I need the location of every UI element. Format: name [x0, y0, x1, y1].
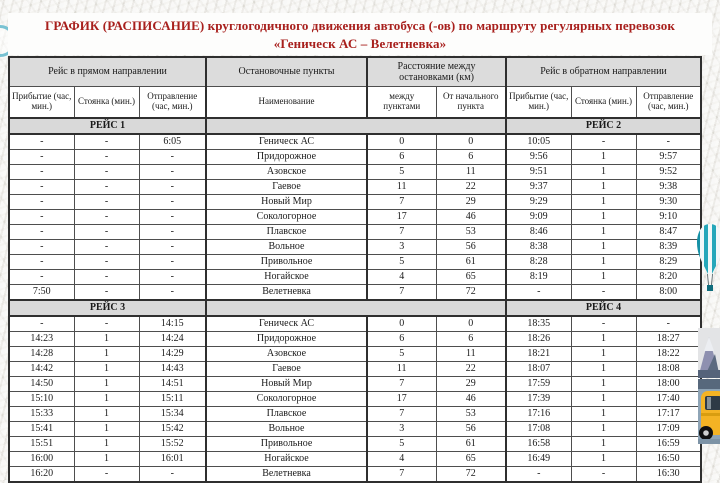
cell-stopover-fwd: 1 — [74, 347, 139, 362]
cell-departure-fwd: 15:42 — [139, 422, 206, 437]
cell-stopover-bwd: 1 — [571, 332, 636, 347]
cell-stopover-bwd: 1 — [571, 180, 636, 195]
cell-arrival-fwd: - — [9, 195, 74, 210]
header-stopover-fwd: Стоянка (мин.) — [74, 87, 139, 119]
cell-departure-fwd: 15:34 — [139, 407, 206, 422]
cell-station: Придорожное — [206, 150, 367, 165]
cell-arrival-fwd: 14:50 — [9, 377, 74, 392]
cell-departure-fwd: - — [139, 285, 206, 301]
cell-station: Сокологорное — [206, 392, 367, 407]
cell-dist-from-start: 61 — [436, 437, 506, 452]
cell-arrival-bwd: 17:39 — [506, 392, 571, 407]
table-row — [9, 332, 701, 347]
cell-departure-fwd: - — [139, 210, 206, 225]
table-row — [9, 134, 701, 150]
cell-departure-bwd: 17:09 — [636, 422, 701, 437]
header-group-row — [9, 57, 701, 87]
cell-dist-between: 7 — [367, 225, 436, 240]
schedule-header — [9, 57, 701, 118]
cell-dist-from-start: 0 — [436, 316, 506, 332]
header-distance-group: Расстояние между остановками (км) — [367, 57, 506, 87]
header-sub-row — [9, 87, 701, 119]
cell-station: Азовское — [206, 165, 367, 180]
cell-station: Гаевое — [206, 362, 367, 377]
cell-dist-from-start: 65 — [436, 270, 506, 285]
cell-arrival-bwd: 10:05 — [506, 134, 571, 150]
table-row — [9, 392, 701, 407]
table-row — [9, 225, 701, 240]
cell-stopover-bwd: 1 — [571, 255, 636, 270]
cell-departure-fwd: - — [139, 180, 206, 195]
cell-arrival-bwd: 8:46 — [506, 225, 571, 240]
cell-stopover-fwd: - — [74, 150, 139, 165]
table-row — [9, 285, 701, 301]
table-row — [9, 316, 701, 332]
cell-dist-between: 17 — [367, 210, 436, 225]
cell-dist-from-start: 46 — [436, 210, 506, 225]
cell-departure-fwd: - — [139, 195, 206, 210]
cell-station: Сокологорное — [206, 210, 367, 225]
cell-departure-bwd: 16:59 — [636, 437, 701, 452]
cell-stopover-bwd: - — [571, 285, 636, 301]
cell-station: Велетневка — [206, 285, 367, 301]
table-row — [9, 437, 701, 452]
cell-stopover-bwd: 1 — [571, 392, 636, 407]
cell-stopover-fwd: - — [74, 134, 139, 150]
cell-stopover-bwd: 1 — [571, 240, 636, 255]
cell-departure-bwd: 18:27 — [636, 332, 701, 347]
cell-arrival-fwd: 14:28 — [9, 347, 74, 362]
cell-departure-fwd: 14:15 — [139, 316, 206, 332]
cell-arrival-bwd: 18:21 — [506, 347, 571, 362]
cell-dist-from-start: 65 — [436, 452, 506, 467]
cell-station: Привольное — [206, 255, 367, 270]
cell-departure-bwd: 8:29 — [636, 255, 701, 270]
table-row — [9, 362, 701, 377]
cell-dist-between: 7 — [367, 195, 436, 210]
cell-station: Плавское — [206, 407, 367, 422]
band-spacer — [206, 300, 506, 316]
table-row — [9, 347, 701, 362]
cell-station: Придорожное — [206, 332, 367, 347]
cell-arrival-bwd: 8:28 — [506, 255, 571, 270]
cell-departure-bwd: 17:40 — [636, 392, 701, 407]
cell-departure-bwd: 18:08 — [636, 362, 701, 377]
header-arrival-fwd: Прибытие (час, мин.) — [9, 87, 74, 119]
cell-arrival-bwd: 9:56 — [506, 150, 571, 165]
trip-band-row — [9, 300, 701, 316]
cell-dist-from-start: 0 — [436, 134, 506, 150]
header-arrival-bwd: Прибытие (час, мин.) — [506, 87, 571, 119]
table-row — [9, 422, 701, 437]
cell-arrival-bwd: 18:26 — [506, 332, 571, 347]
cell-dist-between: 7 — [367, 377, 436, 392]
cell-dist-between: 17 — [367, 392, 436, 407]
header-dist-between: между пунктами — [367, 87, 436, 119]
cell-arrival-fwd: 14:23 — [9, 332, 74, 347]
header-forward-direction: Рейс в прямом направлении — [9, 57, 206, 87]
cell-stopover-fwd: 1 — [74, 452, 139, 467]
cell-dist-from-start: 11 — [436, 165, 506, 180]
cell-dist-between: 7 — [367, 407, 436, 422]
cell-departure-bwd: 17:17 — [636, 407, 701, 422]
trip-label-forward: РЕЙС 1 — [9, 118, 206, 134]
cell-dist-between: 5 — [367, 255, 436, 270]
cell-departure-fwd: 6:05 — [139, 134, 206, 150]
header-stop-points: Остановочные пункты — [206, 57, 367, 87]
cell-dist-between: 0 — [367, 316, 436, 332]
cell-stopover-bwd: 1 — [571, 362, 636, 377]
cell-stopover-bwd: - — [571, 316, 636, 332]
cell-arrival-bwd: - — [506, 467, 571, 483]
cell-departure-bwd: 9:38 — [636, 180, 701, 195]
cell-dist-between: 4 — [367, 270, 436, 285]
band-spacer — [206, 118, 506, 134]
table-row — [9, 195, 701, 210]
cell-arrival-fwd: 15:51 — [9, 437, 74, 452]
cell-stopover-bwd: 1 — [571, 377, 636, 392]
cell-dist-between: 3 — [367, 240, 436, 255]
header-stopover-bwd: Стоянка (мин.) — [571, 87, 636, 119]
cell-arrival-fwd: 7:50 — [9, 285, 74, 301]
cell-departure-fwd: - — [139, 255, 206, 270]
cell-dist-between: 3 — [367, 422, 436, 437]
cell-stopover-fwd: 1 — [74, 437, 139, 452]
cell-dist-between: 5 — [367, 437, 436, 452]
cell-stopover-bwd: 1 — [571, 270, 636, 285]
cell-stopover-bwd: 1 — [571, 225, 636, 240]
cell-stopover-fwd: - — [74, 225, 139, 240]
header-departure-fwd: Отправление (час, мин.) — [139, 87, 206, 119]
cell-dist-between: 5 — [367, 347, 436, 362]
table-row — [9, 165, 701, 180]
cell-station: Геническ АС — [206, 134, 367, 150]
cell-departure-bwd: 18:22 — [636, 347, 701, 362]
table-row — [9, 407, 701, 422]
schedule-table — [8, 56, 702, 483]
table-row — [9, 240, 701, 255]
cell-dist-from-start: 22 — [436, 180, 506, 195]
cell-arrival-bwd: 9:51 — [506, 165, 571, 180]
bus-icon — [698, 379, 720, 444]
cell-departure-bwd: 8:00 — [636, 285, 701, 301]
cell-dist-from-start: 72 — [436, 285, 506, 301]
cell-stopover-fwd: - — [74, 195, 139, 210]
cell-stopover-fwd: - — [74, 467, 139, 483]
cell-dist-from-start: 72 — [436, 467, 506, 483]
cell-arrival-bwd: 17:16 — [506, 407, 571, 422]
cell-departure-bwd: 8:20 — [636, 270, 701, 285]
cell-arrival-bwd: 16:49 — [506, 452, 571, 467]
cell-arrival-bwd: - — [506, 285, 571, 301]
cell-station: Геническ АС — [206, 316, 367, 332]
mountains-icon — [698, 328, 720, 378]
cell-departure-fwd: - — [139, 270, 206, 285]
cell-arrival-bwd: 9:29 — [506, 195, 571, 210]
cell-departure-fwd: - — [139, 165, 206, 180]
cell-departure-fwd: 14:29 — [139, 347, 206, 362]
trip-label-backward: РЕЙС 4 — [506, 300, 701, 316]
cell-departure-bwd: 9:52 — [636, 165, 701, 180]
cell-stopover-fwd: - — [74, 180, 139, 195]
cell-departure-fwd: - — [139, 240, 206, 255]
cell-stopover-fwd: 1 — [74, 407, 139, 422]
page-title — [8, 13, 712, 53]
cell-arrival-fwd: 15:10 — [9, 392, 74, 407]
cell-arrival-bwd: 8:19 — [506, 270, 571, 285]
cell-departure-fwd: 15:11 — [139, 392, 206, 407]
cell-dist-from-start: 53 — [436, 407, 506, 422]
cell-departure-bwd: - — [636, 316, 701, 332]
cell-arrival-fwd: - — [9, 150, 74, 165]
cell-departure-bwd: 9:57 — [636, 150, 701, 165]
cell-arrival-fwd: - — [9, 316, 74, 332]
cell-dist-between: 4 — [367, 452, 436, 467]
cell-stopover-bwd: 1 — [571, 165, 636, 180]
cell-stopover-bwd: - — [571, 134, 636, 150]
cell-arrival-fwd: - — [9, 165, 74, 180]
cell-arrival-fwd: - — [9, 225, 74, 240]
cell-station: Вольное — [206, 422, 367, 437]
cell-stopover-bwd: 1 — [571, 452, 636, 467]
cell-stopover-fwd: 1 — [74, 392, 139, 407]
cell-departure-fwd: 14:51 — [139, 377, 206, 392]
cell-arrival-fwd: 15:33 — [9, 407, 74, 422]
cell-arrival-fwd: 16:20 — [9, 467, 74, 483]
cell-stopover-bwd: 1 — [571, 407, 636, 422]
cell-departure-fwd: - — [139, 467, 206, 483]
cell-stopover-fwd: - — [74, 255, 139, 270]
cell-stopover-fwd: - — [74, 285, 139, 301]
cell-station: Вольное — [206, 240, 367, 255]
cell-departure-bwd: 8:47 — [636, 225, 701, 240]
cell-station: Велетневка — [206, 467, 367, 483]
header-dist-from-start: От начального пункта — [436, 87, 506, 119]
cell-stopover-bwd: 1 — [571, 347, 636, 362]
cell-dist-from-start: 29 — [436, 377, 506, 392]
cell-station: Новый Мир — [206, 195, 367, 210]
title-strip — [8, 13, 712, 55]
cell-arrival-fwd: - — [9, 134, 74, 150]
cell-station: Новый Мир — [206, 377, 367, 392]
cell-stopover-bwd: 1 — [571, 422, 636, 437]
table-row — [9, 150, 701, 165]
cell-dist-between: 5 — [367, 165, 436, 180]
cell-departure-fwd: 15:52 — [139, 437, 206, 452]
cell-dist-from-start: 46 — [436, 392, 506, 407]
table-row — [9, 210, 701, 225]
cell-stopover-fwd: 1 — [74, 422, 139, 437]
cell-dist-between: 11 — [367, 362, 436, 377]
cell-departure-fwd: - — [139, 225, 206, 240]
cell-stopover-fwd: - — [74, 270, 139, 285]
cell-arrival-fwd: - — [9, 180, 74, 195]
cell-station: Гаевое — [206, 180, 367, 195]
cell-departure-bwd: 16:30 — [636, 467, 701, 483]
cell-arrival-bwd: 9:37 — [506, 180, 571, 195]
cell-departure-bwd: - — [636, 134, 701, 150]
cell-stopover-fwd: - — [74, 165, 139, 180]
cell-arrival-fwd: 15:41 — [9, 422, 74, 437]
table-row — [9, 377, 701, 392]
header-backward-direction: Рейс в обратном направлении — [506, 57, 701, 87]
cell-station: Плавское — [206, 225, 367, 240]
cell-dist-between: 0 — [367, 134, 436, 150]
cell-dist-between: 6 — [367, 150, 436, 165]
cell-arrival-bwd: 18:35 — [506, 316, 571, 332]
cell-departure-bwd: 18:00 — [636, 377, 701, 392]
balloon-icon — [696, 223, 720, 297]
cell-departure-fwd: 14:43 — [139, 362, 206, 377]
cell-arrival-fwd: 14:42 — [9, 362, 74, 377]
cell-stopover-fwd: 1 — [74, 377, 139, 392]
cell-arrival-bwd: 18:07 — [506, 362, 571, 377]
cell-stopover-bwd: - — [571, 467, 636, 483]
cell-departure-bwd: 8:39 — [636, 240, 701, 255]
table-row — [9, 270, 701, 285]
title-line2: «Геническ АС – Велетневка» — [273, 36, 447, 52]
cell-stopover-fwd: 1 — [74, 332, 139, 347]
cell-station: Ногайское — [206, 452, 367, 467]
cell-departure-fwd: 16:01 — [139, 452, 206, 467]
header-departure-bwd: Отправление (час, мин.) — [636, 87, 701, 119]
cell-arrival-bwd: 9:09 — [506, 210, 571, 225]
cell-arrival-bwd: 17:08 — [506, 422, 571, 437]
cell-departure-fwd: 14:24 — [139, 332, 206, 347]
cell-stopover-fwd: - — [74, 316, 139, 332]
cell-arrival-bwd: 16:58 — [506, 437, 571, 452]
cell-stopover-bwd: 1 — [571, 210, 636, 225]
trip-label-forward: РЕЙС 3 — [9, 300, 206, 316]
cell-dist-from-start: 22 — [436, 362, 506, 377]
cell-departure-fwd: - — [139, 150, 206, 165]
cell-station: Ногайское — [206, 270, 367, 285]
cell-stopover-fwd: 1 — [74, 362, 139, 377]
cell-departure-bwd: 9:30 — [636, 195, 701, 210]
cell-arrival-bwd: 17:59 — [506, 377, 571, 392]
trip-band-row — [9, 118, 701, 134]
cell-dist-from-start: 29 — [436, 195, 506, 210]
cell-arrival-fwd: - — [9, 210, 74, 225]
cell-stopover-fwd: - — [74, 210, 139, 225]
table-row — [9, 255, 701, 270]
trip-label-backward: РЕЙС 2 — [506, 118, 701, 134]
cell-dist-from-start: 56 — [436, 240, 506, 255]
cell-dist-from-start: 53 — [436, 225, 506, 240]
cell-departure-bwd: 16:50 — [636, 452, 701, 467]
cell-departure-bwd: 9:10 — [636, 210, 701, 225]
table-row — [9, 180, 701, 195]
cell-arrival-bwd: 8:38 — [506, 240, 571, 255]
cell-dist-between: 7 — [367, 467, 436, 483]
cell-dist-from-start: 56 — [436, 422, 506, 437]
cell-station: Азовское — [206, 347, 367, 362]
schedule-body — [9, 118, 701, 482]
cell-stopover-bwd: 1 — [571, 150, 636, 165]
cell-arrival-fwd: - — [9, 255, 74, 270]
cell-dist-from-start: 11 — [436, 347, 506, 362]
table-row — [9, 452, 701, 467]
cell-arrival-fwd: - — [9, 270, 74, 285]
header-station-name: Наименование — [206, 87, 367, 119]
cell-dist-between: 11 — [367, 180, 436, 195]
cell-station: Привольное — [206, 437, 367, 452]
cell-stopover-bwd: 1 — [571, 437, 636, 452]
cell-arrival-fwd: 16:00 — [9, 452, 74, 467]
cell-dist-between: 7 — [367, 285, 436, 301]
cell-stopover-bwd: 1 — [571, 195, 636, 210]
cell-dist-from-start: 6 — [436, 150, 506, 165]
cell-dist-from-start: 61 — [436, 255, 506, 270]
cell-arrival-fwd: - — [9, 240, 74, 255]
cell-dist-from-start: 6 — [436, 332, 506, 347]
cell-stopover-fwd: - — [74, 240, 139, 255]
title-line1: ГРАФИК (РАСПИСАНИЕ) круглогодичного движения автобуса (-ов) по маршруту регулярных перевозок — [45, 18, 675, 33]
cell-dist-between: 6 — [367, 332, 436, 347]
